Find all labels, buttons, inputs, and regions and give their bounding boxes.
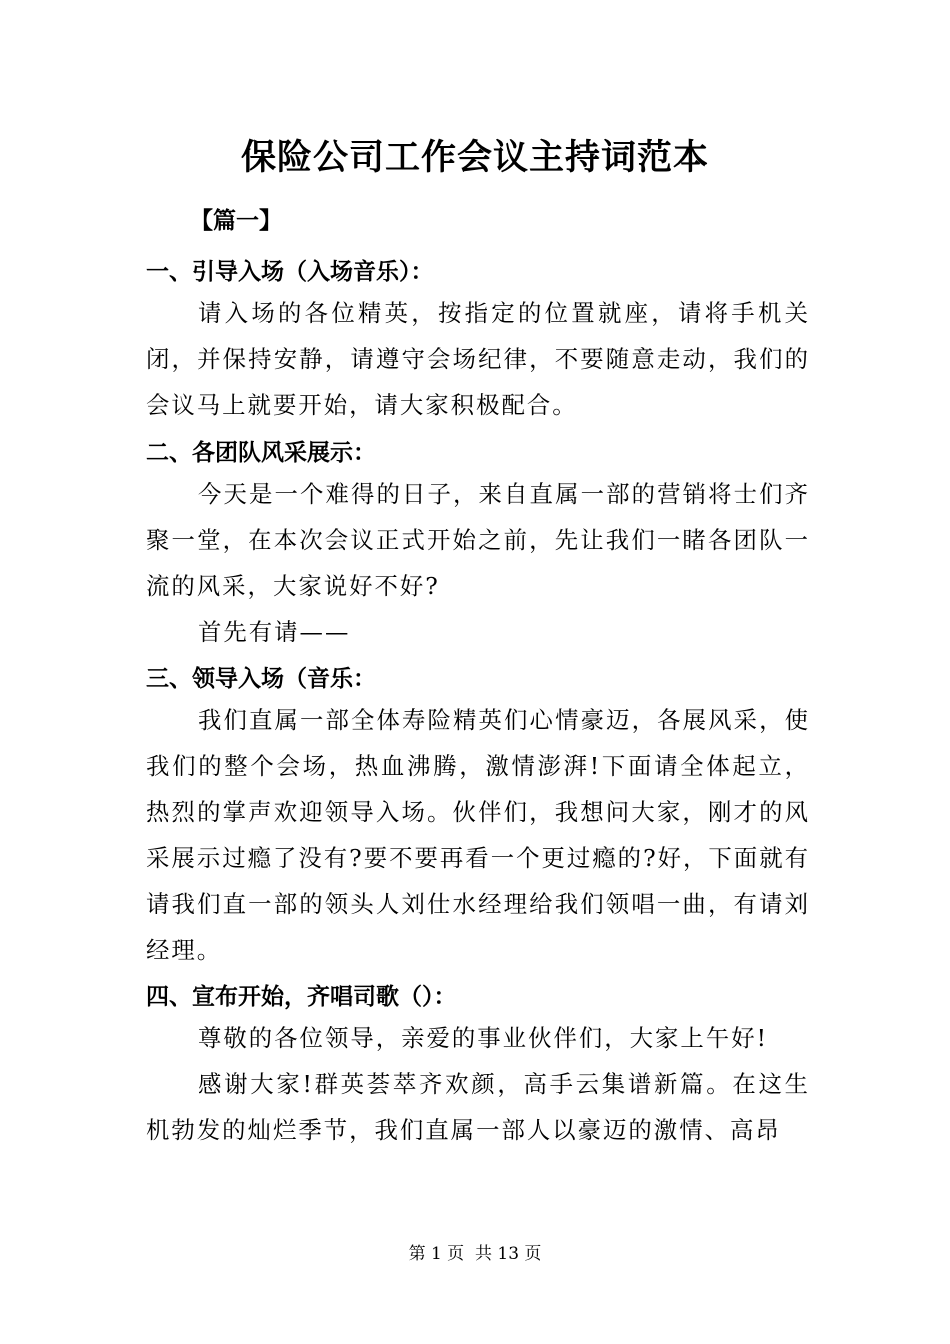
section-heading: 三、领导入场（音乐： [146, 666, 376, 692]
paragraph: 感谢大家!群英荟萃齐欢颜，高手云集谱新篇。在这生机勃发的灿烂季节，我们直属一部人以豪迈的激情、高昂 [146, 1070, 810, 1144]
section-heading: 一、引导入场（入场音乐）： [146, 259, 434, 285]
section-heading: 四、宣布开始，齐唱司歌（）： [146, 984, 457, 1010]
paragraph: 首先有请—— [198, 618, 351, 646]
section-label-block [146, 205, 810, 237]
paragraph: 我们直属一部全体寿险精英们心情豪迈，各展风采，使我们的整个会场，热血沸腾，激情澎湃!下面请全体起立，热烈的掌声欢迎领导入场。伙伴们，我想问大家，刚才的风采展示过瘾了没有?要不要再看一个更过瘾的?好，下面就有请我们直一部的领头人刘仕水经理给我们领唱一曲，有请刘经理。 [146, 706, 810, 964]
section-3 [146, 663, 810, 695]
page-number: 第 1 页 共 13 页 [408, 1244, 542, 1264]
section-2-body [146, 471, 810, 655]
section-3-body [146, 697, 810, 973]
section-heading: 二、各团队风采展示： [146, 440, 376, 466]
section-4-body [146, 1015, 810, 1153]
paragraph: 尊敬的各位领导，亲爱的事业伙伴们，大家上午好! [198, 1024, 768, 1052]
section-4 [146, 981, 810, 1013]
paragraph: 请入场的各位精英，按指定的位置就座，请将手机关闭，并保持安静，请遵守会场纪律，不要随意走动，我们的会议马上就要开始，请大家积极配合。 [146, 299, 810, 419]
section-label: 【篇一】 [190, 207, 282, 234]
paragraph: 今天是一个难得的日子，来自直属一部的营销将士们齐聚一堂，在本次会议正式开始之前，先让我们一睹各团队一流的风采，大家说好不好? [146, 480, 810, 600]
section-2 [146, 437, 810, 469]
section-1-body [146, 290, 810, 428]
section-1 [146, 256, 810, 288]
document-title: 保险公司工作会议主持词范本 [240, 137, 709, 178]
